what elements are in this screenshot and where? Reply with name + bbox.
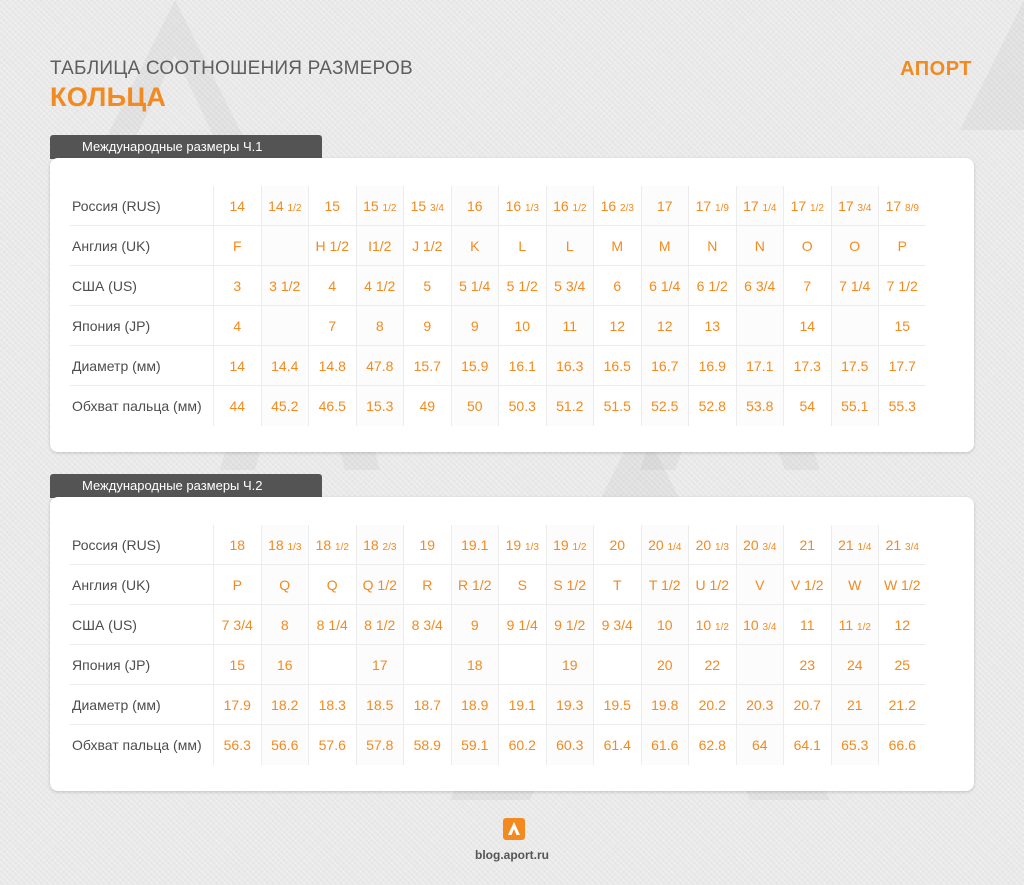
size-cell: 8 3/4 (403, 605, 451, 645)
size-cell: 9 1/2 (546, 605, 594, 645)
page-header (50, 58, 413, 113)
size-fraction: 1/3 (715, 541, 729, 553)
size-cell: 21 (783, 525, 831, 565)
size-cell: 11 1/2 (831, 605, 879, 645)
size-fraction: 1/9 (715, 202, 729, 214)
size-cell: P (213, 565, 261, 605)
row-label: Диаметр (мм) (70, 346, 213, 386)
size-cell: 19.1 (498, 685, 546, 725)
size-cell: 18 (213, 525, 261, 565)
size-cell: 17.5 (831, 346, 879, 386)
size-cell: 24 (831, 645, 879, 685)
page-subtitle: ТАБЛИЦА СООТНОШЕНИЯ РАЗМЕРОВ (50, 58, 413, 79)
size-cell: 18 1/2 (308, 525, 356, 565)
size-cell: 4 (308, 266, 356, 306)
size-cell: 51.5 (593, 386, 641, 426)
size-cell: 62.8 (688, 725, 736, 765)
size-cell: 19 1/2 (546, 525, 594, 565)
size-cell: 15 (878, 306, 926, 346)
size-cell: 16.5 (593, 346, 641, 386)
size-cell: 8 1/4 (308, 605, 356, 645)
size-cell: 10 3/4 (736, 605, 784, 645)
size-cell: 14 (213, 186, 261, 226)
row-label: Обхват пальца (мм) (72, 398, 202, 414)
size-cell (736, 645, 784, 685)
size-cell: L (546, 226, 594, 266)
table-row (70, 306, 926, 346)
table-row (70, 226, 926, 266)
size-cell: 21 1/4 (831, 525, 879, 565)
size-cell: 9 (451, 306, 499, 346)
row-label: США (US) (70, 266, 213, 306)
size-cell: 7 1/2 (878, 266, 926, 306)
size-cell: 16.1 (498, 346, 546, 386)
size-fraction: 3/4 (857, 202, 872, 214)
size-cell: 61.6 (641, 725, 689, 765)
size-cell: 10 1/2 (688, 605, 736, 645)
size-cell (736, 306, 784, 346)
size-fraction: 1/2 (857, 621, 871, 633)
size-cell: 9 1/4 (498, 605, 546, 645)
size-cell: 20 1/4 (641, 525, 689, 565)
size-cell: 46.5 (308, 386, 356, 426)
size-fraction: 1/4 (762, 202, 777, 214)
size-cell (831, 306, 879, 346)
size-cell: 17 (356, 645, 404, 685)
size-cell: 7 3/4 (213, 605, 261, 645)
size-cell: 3 (213, 266, 261, 306)
size-cell: Q (308, 565, 356, 605)
section-tab-part1: Международные размеры Ч.1 (50, 135, 322, 159)
size-cell: 21.2 (878, 685, 926, 725)
row-label: Россия (RUS) (70, 186, 213, 226)
size-cell: 6 1/4 (641, 266, 689, 306)
size-cell: 17 8/9 (878, 186, 926, 226)
size-cell: V (736, 565, 784, 605)
size-cell: 19 (546, 645, 594, 685)
size-cell: 60.3 (546, 725, 594, 765)
size-cell: 3 1/2 (261, 266, 309, 306)
size-cell: 64.1 (783, 725, 831, 765)
size-cell: L (498, 226, 546, 266)
size-cell: T (593, 565, 641, 605)
size-cell: 20.3 (736, 685, 784, 725)
size-fraction: 3/4 (762, 621, 777, 633)
size-cell: 14 1/2 (261, 186, 309, 226)
size-cell: I1/2 (356, 226, 404, 266)
size-cell: 10 (498, 306, 546, 346)
size-cell: Q (261, 565, 309, 605)
size-table-card-part2 (50, 497, 974, 791)
size-cell: 4 1/2 (356, 266, 404, 306)
size-cell: W (831, 565, 879, 605)
size-cell: R (403, 565, 451, 605)
size-cell: 18.5 (356, 685, 404, 725)
size-cell (261, 226, 309, 266)
table-row (70, 266, 926, 306)
size-cell: 16.3 (546, 346, 594, 386)
size-cell: 15 (308, 186, 356, 226)
size-fraction: 1/2 (335, 541, 349, 553)
size-cell: 22 (688, 645, 736, 685)
row-label: Англия (UK) (70, 226, 213, 266)
size-cell: K (451, 226, 499, 266)
size-cell: 6 3/4 (736, 266, 784, 306)
size-cell: 18 2/3 (356, 525, 404, 565)
size-cell: 20 3/4 (736, 525, 784, 565)
size-cell: 54 (783, 386, 831, 426)
row-label: Япония (JP) (70, 645, 213, 685)
section-tab-part2: Международные размеры Ч.2 (50, 474, 322, 498)
size-cell: 17 (641, 186, 689, 226)
size-cell: H 1/2 (308, 226, 356, 266)
size-fraction: 1/4 (857, 541, 872, 553)
size-cell: 58.9 (403, 725, 451, 765)
size-cell: 11 (546, 306, 594, 346)
table-row (70, 386, 926, 426)
size-cell: 55.1 (831, 386, 879, 426)
size-cell (261, 306, 309, 346)
size-fraction: 1/2 (287, 202, 302, 214)
size-cell: 56.3 (213, 725, 261, 765)
size-cell: 14 (783, 306, 831, 346)
size-cell: 20.2 (688, 685, 736, 725)
size-cell: 51.2 (546, 386, 594, 426)
size-cell: F (213, 226, 261, 266)
size-cell: 18 1/3 (261, 525, 309, 565)
size-fraction: 2/3 (382, 541, 397, 553)
size-cell: 14 (213, 346, 261, 386)
size-cell: 8 1/2 (356, 605, 404, 645)
size-cell: M (641, 226, 689, 266)
size-cell: 20 (641, 645, 689, 685)
size-cell: 55.3 (878, 386, 926, 426)
size-fraction: 1/2 (382, 202, 397, 214)
size-fraction: 2/3 (620, 202, 634, 214)
size-fraction: 1/2 (572, 541, 587, 553)
size-cell: 12 (878, 605, 926, 645)
size-cell: J 1/2 (403, 226, 451, 266)
size-cell: 11 (783, 605, 831, 645)
size-cell: M (593, 226, 641, 266)
size-cell: 21 3/4 (878, 525, 926, 565)
size-cell: 23 (783, 645, 831, 685)
page-title: КОЛЬЦА (50, 82, 167, 112)
size-cell: 17.3 (783, 346, 831, 386)
size-cell: 13 (688, 306, 736, 346)
size-cell: 17 1/4 (736, 186, 784, 226)
table-row (70, 346, 926, 386)
size-cell: 16.9 (688, 346, 736, 386)
size-cell: 17.1 (736, 346, 784, 386)
size-table-part2 (70, 525, 926, 765)
size-fraction: 1/3 (525, 541, 539, 553)
size-fraction: 1/2 (572, 202, 587, 214)
size-cell: 16 2/3 (593, 186, 641, 226)
size-fraction: 3/4 (430, 202, 444, 214)
size-cell: 19 (403, 525, 451, 565)
size-cell: 8 (356, 306, 404, 346)
table-row (70, 525, 926, 565)
size-cell: N (688, 226, 736, 266)
size-cell: 49 (403, 386, 451, 426)
size-fraction: 3/4 (762, 541, 777, 553)
size-cell: 15.3 (356, 386, 404, 426)
size-cell (308, 645, 356, 685)
size-cell: Q 1/2 (356, 565, 404, 605)
size-cell: 60.2 (498, 725, 546, 765)
size-cell: 21 (831, 685, 879, 725)
size-cell: 7 (308, 306, 356, 346)
size-cell: 15 (213, 645, 261, 685)
size-cell: 17 1/2 (783, 186, 831, 226)
size-cell: 44 (213, 386, 261, 426)
size-fraction: 1/3 (525, 202, 539, 214)
size-cell: 10 (641, 605, 689, 645)
size-cell: 57.6 (308, 725, 356, 765)
size-cell: 15 1/2 (356, 186, 404, 226)
size-fraction: 8/9 (905, 202, 919, 214)
size-cell: 25 (878, 645, 926, 685)
size-cell: R 1/2 (451, 565, 499, 605)
size-cell: 8 (261, 605, 309, 645)
size-cell: 61.4 (593, 725, 641, 765)
row-label: Россия (RUS) (70, 525, 213, 565)
size-cell: 6 (593, 266, 641, 306)
size-cell: 17 1/9 (688, 186, 736, 226)
size-cell: 65.3 (831, 725, 879, 765)
size-cell: T 1/2 (641, 565, 689, 605)
size-cell: 59.1 (451, 725, 499, 765)
size-cell: S 1/2 (546, 565, 594, 605)
size-cell: 18.9 (451, 685, 499, 725)
size-cell: 18.2 (261, 685, 309, 725)
size-cell: 53.8 (736, 386, 784, 426)
size-cell: 7 (783, 266, 831, 306)
row-label: Обхват пальца (мм) (72, 737, 202, 753)
size-cell: 17 3/4 (831, 186, 879, 226)
size-cell (593, 645, 641, 685)
size-fraction: 3/4 (905, 541, 919, 553)
size-cell: 64 (736, 725, 784, 765)
size-cell: 15 3/4 (403, 186, 451, 226)
size-cell: 19.8 (641, 685, 689, 725)
size-cell: 18.7 (403, 685, 451, 725)
size-cell: 14.4 (261, 346, 309, 386)
size-cell: U 1/2 (688, 565, 736, 605)
size-cell: V 1/2 (783, 565, 831, 605)
size-cell: 9 (451, 605, 499, 645)
size-cell: 52.5 (641, 386, 689, 426)
size-cell: S (498, 565, 546, 605)
size-cell: 16 1/3 (498, 186, 546, 226)
size-cell: 57.8 (356, 725, 404, 765)
size-cell: 18.3 (308, 685, 356, 725)
size-cell: 20.7 (783, 685, 831, 725)
row-label: Англия (UK) (70, 565, 213, 605)
size-cell: 16.7 (641, 346, 689, 386)
table-row (70, 186, 926, 226)
size-cell: 16 (261, 645, 309, 685)
size-cell: 14.8 (308, 346, 356, 386)
size-fraction: 1/2 (810, 202, 824, 214)
size-cell: 12 (641, 306, 689, 346)
size-cell: 9 3/4 (593, 605, 641, 645)
size-cell: 66.6 (878, 725, 926, 765)
size-cell: O (783, 226, 831, 266)
size-cell: 5 1/2 (498, 266, 546, 306)
size-fraction: 1/2 (715, 621, 729, 633)
size-cell: W 1/2 (878, 565, 926, 605)
size-cell: 20 (593, 525, 641, 565)
size-fraction: 1/4 (667, 541, 682, 553)
size-table-card-part1 (50, 158, 974, 452)
size-cell: 19.1 (451, 525, 499, 565)
size-cell (498, 645, 546, 685)
size-cell: 15.7 (403, 346, 451, 386)
size-cell: 4 (213, 306, 261, 346)
aport-logo-icon (503, 818, 525, 840)
brand-logo: АПОРТ (900, 58, 972, 80)
size-cell: 5 (403, 266, 451, 306)
size-cell: 6 1/2 (688, 266, 736, 306)
table-row (70, 565, 926, 605)
size-cell: 17.7 (878, 346, 926, 386)
table-row (70, 605, 926, 645)
table-row (70, 725, 926, 765)
size-cell: P (878, 226, 926, 266)
size-cell: 52.8 (688, 386, 736, 426)
footer-url: blog.aport.ru (475, 848, 549, 862)
size-cell: 5 3/4 (546, 266, 594, 306)
size-cell: N (736, 226, 784, 266)
row-label: Япония (JP) (70, 306, 213, 346)
size-cell: 19.3 (546, 685, 594, 725)
size-cell: 7 1/4 (831, 266, 879, 306)
size-cell: 15.9 (451, 346, 499, 386)
size-fraction: 1/3 (287, 541, 302, 553)
table-row (70, 645, 926, 685)
size-cell: 45.2 (261, 386, 309, 426)
row-label: США (US) (70, 605, 213, 645)
size-cell (403, 645, 451, 685)
table-row (70, 685, 926, 725)
size-cell: 50 (451, 386, 499, 426)
size-cell: 18 (451, 645, 499, 685)
row-label: Диаметр (мм) (70, 685, 213, 725)
size-cell: 50.3 (498, 386, 546, 426)
size-cell: 19.5 (593, 685, 641, 725)
size-cell: 47.8 (356, 346, 404, 386)
size-table-part1 (70, 186, 926, 426)
size-cell: 9 (403, 306, 451, 346)
size-cell: 56.6 (261, 725, 309, 765)
size-cell: 19 1/3 (498, 525, 546, 565)
size-cell: O (831, 226, 879, 266)
size-cell: 16 (451, 186, 499, 226)
size-cell: 17.9 (213, 685, 261, 725)
size-cell: 12 (593, 306, 641, 346)
size-cell: 16 1/2 (546, 186, 594, 226)
size-cell: 20 1/3 (688, 525, 736, 565)
size-cell: 5 1/4 (451, 266, 499, 306)
